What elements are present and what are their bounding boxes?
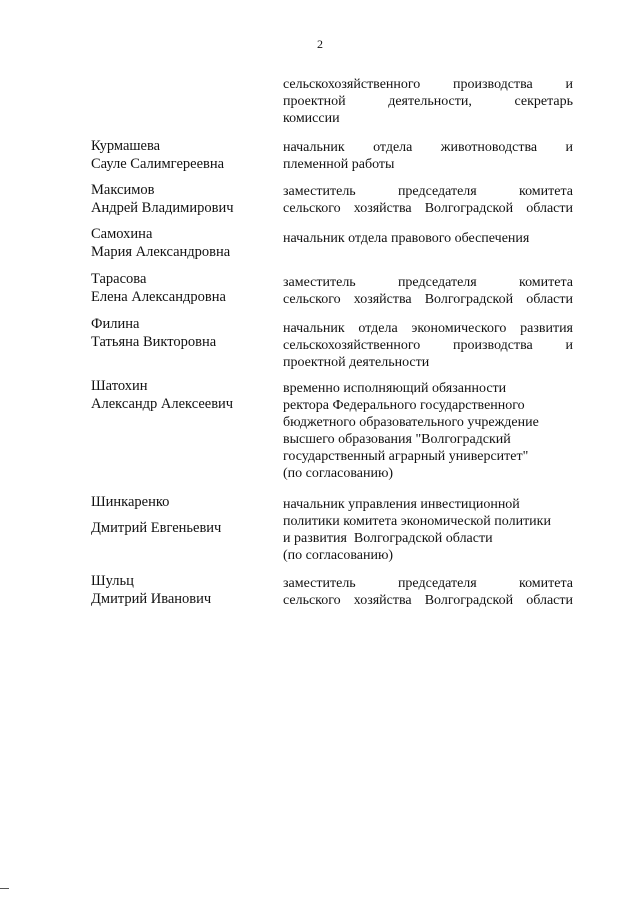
member-name (91, 378, 276, 413)
role-line: сельского хозяйства Волгоградской области (283, 593, 573, 608)
member-role (283, 183, 573, 217)
role-line: проектной деятельности (283, 355, 430, 370)
member-surname: Максимов (91, 182, 155, 198)
member-role (283, 320, 573, 371)
role-line: сельского хозяйства Волгоградской области (283, 292, 573, 307)
role-line: государственный аграрный университет" (283, 449, 529, 464)
scan-edge-mark (0, 888, 9, 889)
continuation-role (283, 76, 573, 127)
member-role (283, 139, 573, 173)
member-surname: Курмашева (91, 138, 161, 154)
member-name (91, 226, 276, 261)
member-given-names: Елена Александровна (91, 288, 226, 305)
member-surname: Филина (91, 316, 140, 332)
member-given-names: Дмитрий Евгеньевич (91, 519, 222, 536)
role-line: ректора Федерального государственного (283, 398, 525, 413)
member-role (283, 380, 573, 482)
role-line: сельского хозяйства Волгоградской области (283, 201, 573, 216)
role-line: (по согласованию) (283, 548, 394, 563)
member-surname: Шатохин (91, 378, 148, 394)
member-given-names: Мария Александровна (91, 243, 231, 260)
member-role (283, 230, 573, 247)
role-line: сельскохозяйственного производства и (283, 77, 573, 92)
role-line: и развития Волгоградской области (283, 531, 493, 546)
member-name (91, 182, 276, 217)
member-surname: Самохина (91, 226, 153, 242)
member-surname: Тарасова (91, 271, 147, 287)
member-given-names: Сауле Салимгереевна (91, 155, 225, 172)
role-line: бюджетного образовательного учреждение (283, 415, 539, 430)
member-surname: Шинкаренко (91, 494, 170, 510)
member-name (91, 138, 276, 173)
member-name (91, 494, 276, 537)
member-name (91, 573, 276, 608)
member-given-names: Татьяна Викторовна (91, 333, 217, 350)
role-line: начальник отдела экономического развития (283, 321, 573, 336)
role-line: начальник управления инвестиционной (283, 497, 520, 512)
role-line: племенной работы (283, 157, 395, 172)
role-line: (по согласованию) (283, 466, 394, 481)
role-line: начальник отдела правового обеспечения (283, 231, 530, 246)
page-number: 2 (317, 37, 323, 51)
role-line: заместитель председателя комитета (283, 576, 573, 591)
role-line: сельскохозяйственного производства и (283, 338, 573, 353)
role-line: заместитель председателя комитета (283, 275, 573, 290)
member-name (91, 316, 276, 351)
member-role (283, 496, 573, 564)
member-given-names: Андрей Владимирович (91, 199, 234, 216)
role-line: проектной деятельности, секретарь (283, 94, 573, 109)
member-role (283, 274, 573, 308)
role-line: комиссии (283, 111, 340, 126)
role-line: политики комитета экономической политики (283, 514, 551, 529)
member-given-names: Александр Алексеевич (91, 395, 234, 412)
member-given-names: Дмитрий Иванович (91, 590, 212, 607)
member-name (91, 271, 276, 306)
role-line: заместитель председателя комитета (283, 184, 573, 199)
role-line: высшего образования "Волгоградский (283, 432, 511, 447)
member-role (283, 575, 573, 609)
role-line: начальник отдела животноводства и (283, 140, 573, 155)
member-surname: Шульц (91, 573, 134, 589)
role-line: временно исполняющий обязанности (283, 381, 507, 396)
